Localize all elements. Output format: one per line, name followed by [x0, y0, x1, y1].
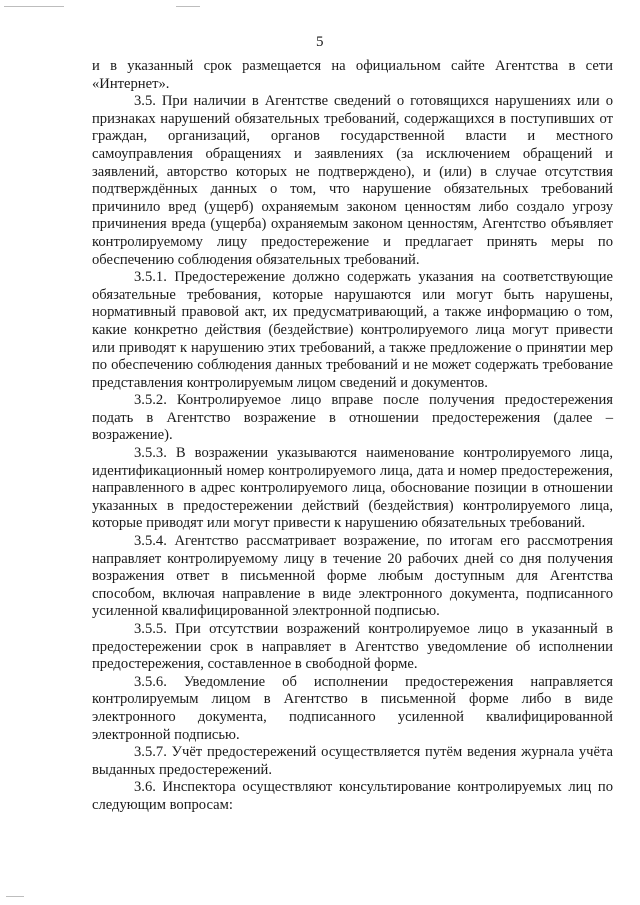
paragraph-3-5-4: 3.5.4. Агентство рассматривает возражение, по итогам его рассмотрения направляет контролируемому лицу в течение 20 рабочих дней со дня получения возражения ответ в письменной форме любым доступным для Агентства способом, включая направление в виде электронного документа, подписанного усиленной квалифицированной электронной подписью. — [92, 533, 613, 620]
scan-artifact — [6, 896, 24, 897]
paragraph-continuation: и в указанный срок размещается на официальном сайте Агентства в сети «Интернет». — [92, 58, 613, 92]
paragraph-3-5-7: 3.5.7. Учёт предостережений осуществляется путём ведения журнала учёта выданных предостережений. — [92, 744, 613, 778]
paragraph-3-5-2: 3.5.2. Контролируемое лицо вправе после получения предостережения подать в Агентство возражение в отношении предостережения (далее – возражение). — [92, 392, 613, 444]
paragraph-3-5: 3.5. При наличии в Агентстве сведений о готовящихся нарушениях или о признаках нарушений обязательных требований, содержащихся в поступивших от граждан, организаций, органов государственной власти и местного самоуправления обращениях и заявлениях (за исключением обращений и заявлений, авторство которых не подтверждено), и (или) в случае отсутствия подтверждённых данных о том, что нарушение обязательных требований причинило вред (ущерб) охраняемым законом ценностям либо создало угрозу причинения вреда (ущерба) охраняемым законом ценностям, Агентство объявляет контролируемому лицу предостережение и предлагает принять меры по обеспечению соблюдения обязательных требований. — [92, 93, 613, 268]
scan-artifact — [4, 6, 64, 7]
paragraph-3-5-5: 3.5.5. При отсутствии возражений контролируемое лицо в указанный в предостережении срок в направляет в Агентство уведомление об исполнении предостережения, составленное в свободной форме. — [92, 621, 613, 673]
paragraph-3-5-3: 3.5.3. В возражении указываются наименование контролируемого лица, идентификационный номер контролируемого лица, дата и номер предостережения, направленного в адрес контролируемого лица, обоснование позиции в отношении указанных в предостережении действий (бездействия) контролируемого лица, которые приводят или могут привести к нарушению обязательных требований. — [92, 445, 613, 532]
paragraph-3-5-6: 3.5.6. Уведомление об исполнении предостережения направляется контролируемым лицом в Агентство в письменной форме либо в виде электронного документа, подписанного усиленной квалифицированной электронной подписью. — [92, 673, 613, 743]
scan-artifact — [176, 6, 200, 7]
document-body — [92, 58, 613, 815]
page-number: 5 — [316, 34, 324, 50]
paragraph-3-6: 3.6. Инспектора осуществляют консультирование контролируемых лиц по следующим вопросам: — [92, 779, 613, 813]
paragraph-3-5-1: 3.5.1. Предостережение должно содержать указания на соответствующие обязательные требования, которые нарушаются или могут быть нарушены, нормативный правовой акт, их предусматривающий, а также информацию о том, какие конкретно действия (бездействие) контролируемого лица могут привести или приводят к нарушению этих требований, а также предложение о принятии мер по обеспечению соблюдения данных требований и не может содержать требование представления контролируемым лицом сведений и документов. — [92, 269, 613, 391]
